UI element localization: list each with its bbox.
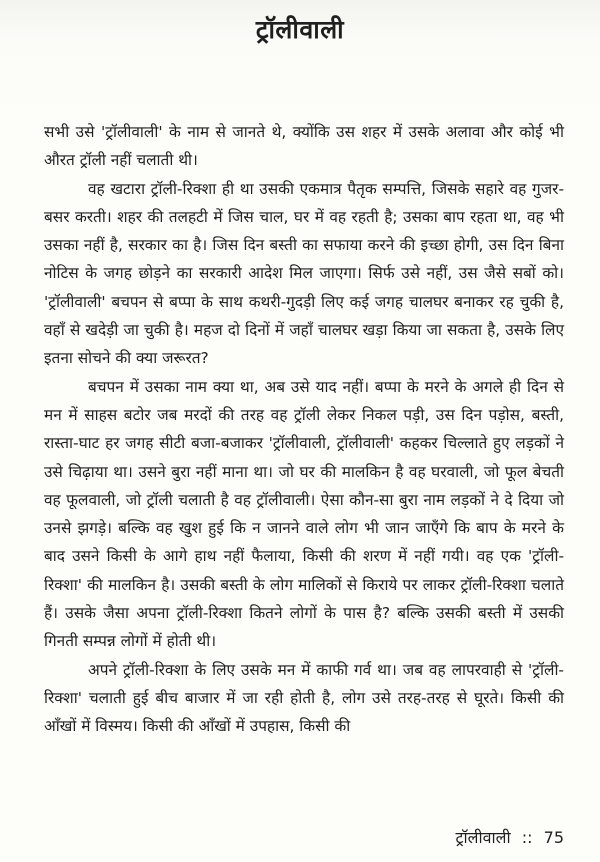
page-number: 75 <box>543 828 564 847</box>
running-title: ट्रॉलीवाली <box>455 828 511 847</box>
paragraph-2: वह खटारा ट्रॉली-रिक्शा ही था उसकी एकमात्र पैतृक सम्पत्ति, जिसके सहारे वह गुजर-बसर करती। शहर की तलहटी में जिस चाल, घर में वह रहती है; उसका बाप रहता था, वह भी उसका नहीं है, सरकार का है। जिस दिन बस्ती का सफाया करने की इच्छा होगी, उस दिन बिना नोटिस के जगह छोड़ने का सरकारी आदेश मिल जाएगा। सिर्फ उसे नहीं, उस जैसे सबों को। 'ट्रॉलीवाली' बचपन से बप्पा के साथ कथरी-गुदड़ी लिए कई जगह चालघर बनाकर रह चुकी है, वहाँ से खदेड़ी जा चुकी है। महज दो दिनों में जहाँ चालघर खड़ा किया जा सकता है, उसके लिए इतना सोचने की क्या जरूरत? <box>44 179 564 368</box>
body-text <box>44 118 564 741</box>
chapter-title: ट्रॉलीवाली <box>255 15 345 44</box>
paragraph-1: सभी उसे 'ट्रॉलीवाली' के नाम से जानते थे, क्योंकि उस शहर में उसके अलावा और कोई भी औरत ट्रॉली नहीं चलाती थी। <box>44 123 564 170</box>
footer-separator: :: <box>521 828 533 847</box>
page-footer <box>449 826 564 848</box>
paragraph-4: अपने ट्रॉली-रिक्शा के लिए उसके मन में काफी गर्व था। जब वह लापरवाही से 'ट्रॉली-रिक्शा' चलाती हुई बीच बाजार में जा रही होती है, लोग उसे तरह-तरह से घूरते। किसी की आँखों में विस्मय। किसी की आँखों में उपहास, किसी की <box>44 660 564 736</box>
paragraph-3: बचपन में उसका नाम क्या था, अब उसे याद नहीं। बप्पा के मरने के अगले ही दिन से मन में साहस बटोर जब मरदों की तरह वह ट्रॉली लेकर निकल पड़ी, उस दिन पड़ोस, बस्ती, रास्ता-घाट हर जगह सीटी बजा-बजाकर 'ट्रॉलीवाली, ट्रॉलीवाली' कहकर चिल्लाते हुए लड़कों ने उसे चिढ़ाया था। उसने बुरा नहीं माना था। जो घर की मालकिन है वह घरवाली, जो फूल बेचती वह फूलवाली, जो ट्रॉली चलाती है वह ट्रॉलीवाली। ऐसा कौन-सा बुरा नाम लड़कों ने दे दिया जो उनसे झगड़े। बल्कि वह खुश हुई कि न जानने वाले लोग भी जान जाएँगे कि बाप के मरने के बाद उसने किसी के आगे हाथ नहीं फैलाया, किसी की शरण में नहीं गयी। वह एक 'ट्रॉली-रिक्शा' की मालकिन है। उसकी बस्ती के लोग मालिकों से किराये पर लाकर ट्रॉली-रिक्शा चलाते हैं। उसके जैसा अपना ट्रॉली-रिक्शा कितने लोगों के पास है? बल्कि उसकी बस्ती में उसकी गिनती सम्पन्न लोगों में होती थी। <box>44 377 564 651</box>
